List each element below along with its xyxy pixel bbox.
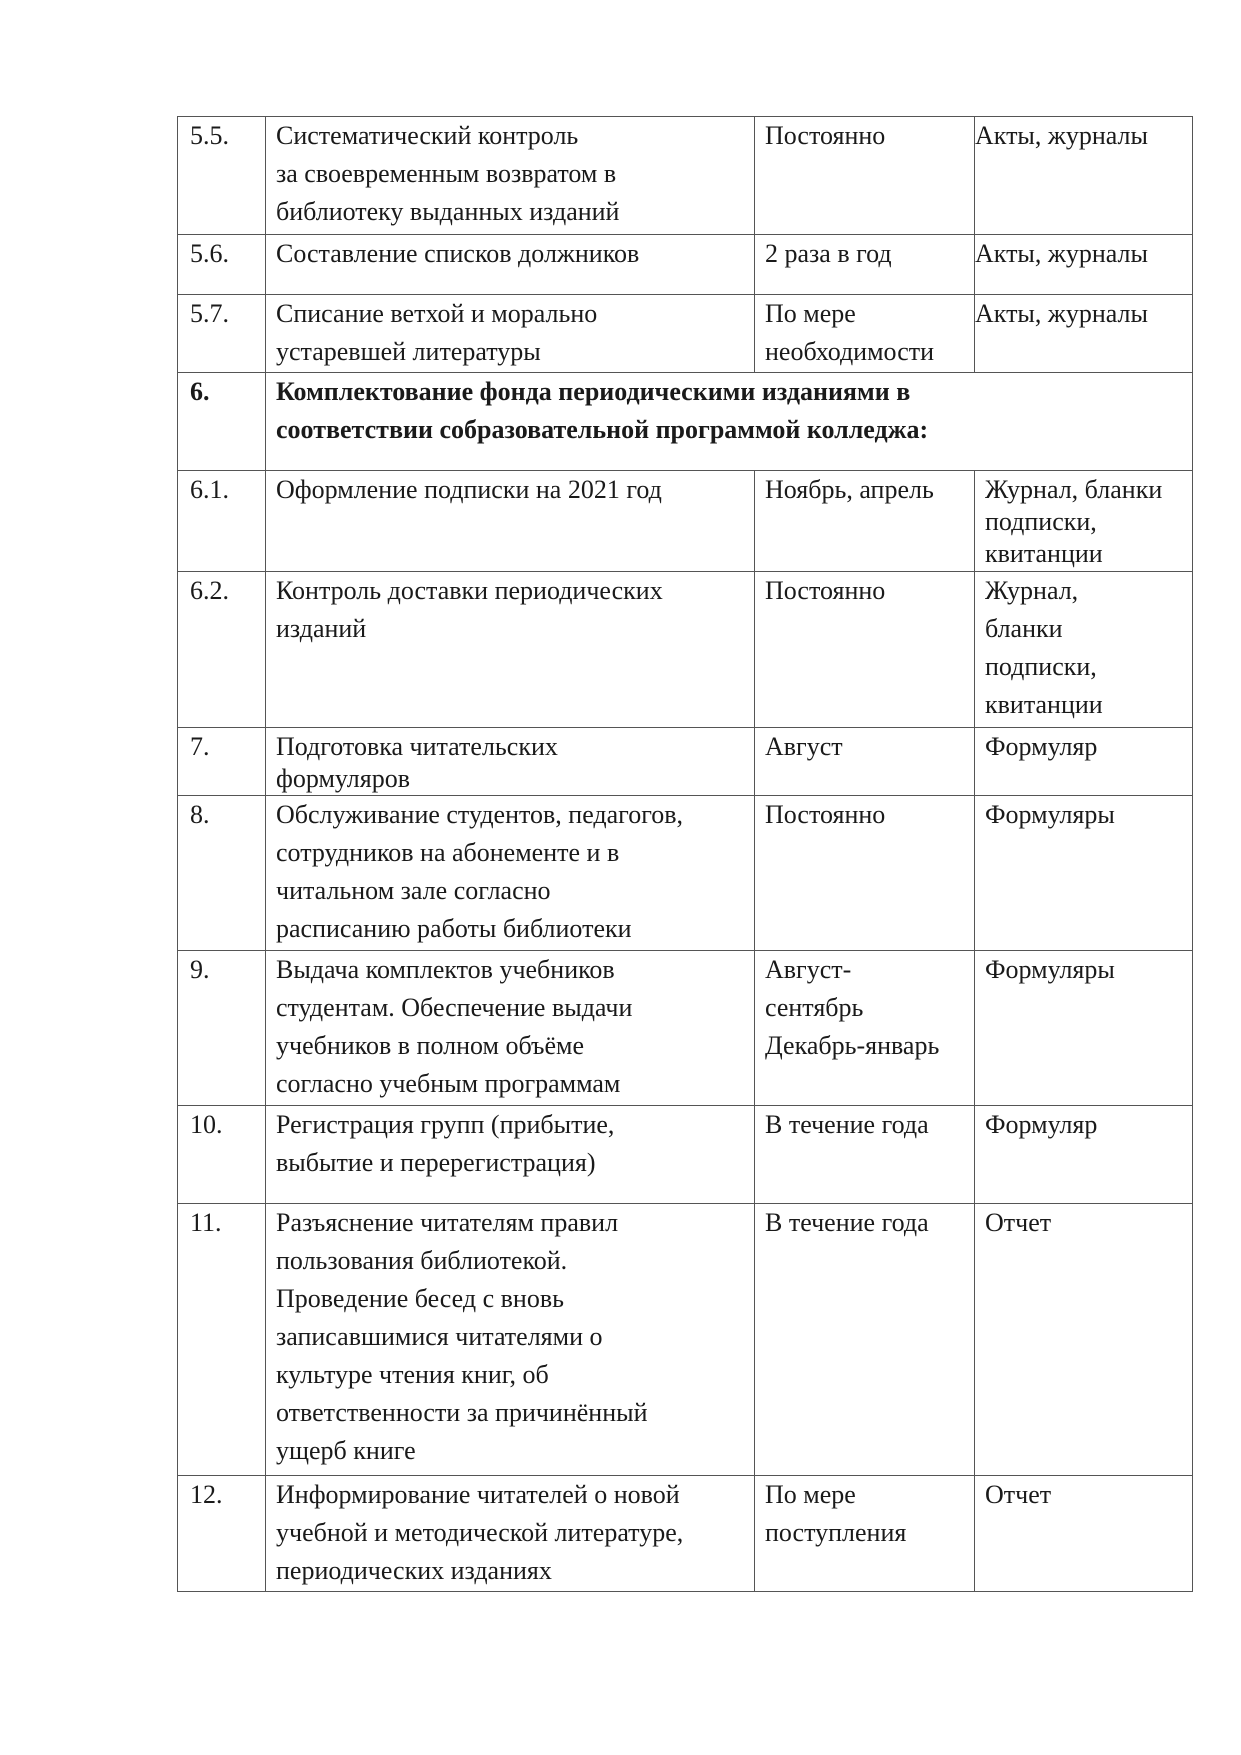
activity-cell xyxy=(266,951,755,1106)
table-row xyxy=(178,295,1193,373)
period-line: сентябрь xyxy=(765,993,864,1022)
activity-line: культуре чтения книг, об xyxy=(276,1360,549,1389)
table-row xyxy=(178,796,1193,951)
period-cell xyxy=(755,1106,975,1204)
result-line: Отчет xyxy=(985,1480,1052,1509)
row-number: 10. xyxy=(178,1106,266,1204)
activity-cell xyxy=(266,796,755,951)
result-cell xyxy=(975,1106,1193,1204)
result-cell xyxy=(975,1204,1193,1476)
period-line: 2 раза в год xyxy=(765,239,892,268)
activity-cell xyxy=(266,1106,755,1204)
period-line: Ноябрь, апрель xyxy=(765,475,934,504)
activity-line: учебной и методической литературе, xyxy=(276,1518,684,1547)
result-cell xyxy=(975,235,1193,295)
section-heading xyxy=(266,373,1193,471)
activity-cell xyxy=(266,728,755,796)
result-cell xyxy=(975,796,1193,951)
table-row xyxy=(178,235,1193,295)
activity-line: устаревшей литературы xyxy=(276,337,541,366)
period-cell xyxy=(755,235,975,295)
activity-cell xyxy=(266,295,755,373)
activity-cell xyxy=(266,572,755,728)
activity-line: Списание ветхой и морально xyxy=(276,299,598,328)
table-row xyxy=(178,117,1193,235)
period-line: поступления xyxy=(765,1518,907,1547)
period-line: Август xyxy=(765,732,843,761)
activity-line: записавшимися читателями о xyxy=(276,1322,603,1351)
activity-line: за своевременным возвратом в xyxy=(276,159,617,188)
period-cell xyxy=(755,572,975,728)
period-line: Постоянно xyxy=(765,800,886,829)
result-line: подписки, xyxy=(985,507,1097,536)
result-cell xyxy=(975,117,1193,235)
period-cell xyxy=(755,951,975,1106)
result-cell xyxy=(975,572,1193,728)
table-row xyxy=(178,572,1193,728)
activity-line: Выдача комплектов учебников xyxy=(276,955,615,984)
row-number: 7. xyxy=(178,728,266,796)
section-row xyxy=(178,373,1193,471)
activity-line: библиотеку выданных изданий xyxy=(276,197,620,226)
result-line: Акты, журналы xyxy=(975,121,1148,150)
activity-line: периодических изданиях xyxy=(276,1556,552,1585)
period-cell xyxy=(755,1476,975,1592)
table-row xyxy=(178,471,1193,572)
activity-line: расписанию работы библиотеки xyxy=(276,914,632,943)
period-line: По мере xyxy=(765,1480,856,1509)
activity-line: согласно учебным программам xyxy=(276,1069,621,1098)
row-number: 6.1. xyxy=(178,471,266,572)
activity-cell xyxy=(266,117,755,235)
activity-line: Разъяснение читателям правил xyxy=(276,1208,619,1237)
result-line: Акты, журналы xyxy=(975,239,1148,268)
activity-line: Регистрация групп (прибытие, xyxy=(276,1110,615,1139)
result-line: Отчет xyxy=(985,1208,1052,1237)
row-number: 5.6. xyxy=(178,235,266,295)
period-line: Постоянно xyxy=(765,576,886,605)
result-line: подписки, xyxy=(985,652,1097,681)
activity-cell xyxy=(266,235,755,295)
period-line: По мере xyxy=(765,299,856,328)
period-line: Август- xyxy=(765,955,852,984)
table-row xyxy=(178,728,1193,796)
activity-line: учебников в полном объёме xyxy=(276,1031,585,1060)
row-number: 11. xyxy=(178,1204,266,1476)
row-number: 5.5. xyxy=(178,117,266,235)
activity-cell xyxy=(266,471,755,572)
period-cell xyxy=(755,1204,975,1476)
section-number: 6. xyxy=(178,373,266,471)
period-cell xyxy=(755,728,975,796)
result-cell xyxy=(975,295,1193,373)
activity-line: Обслуживание студентов, педагогов, xyxy=(276,800,683,829)
table-row xyxy=(178,1106,1193,1204)
period-cell xyxy=(755,295,975,373)
result-cell xyxy=(975,471,1193,572)
activity-line: Подготовка читательских xyxy=(276,732,558,761)
table-row xyxy=(178,1476,1193,1592)
activity-line: Контроль доставки периодических xyxy=(276,576,663,605)
activity-line: сотрудников на абонементе и в xyxy=(276,838,620,867)
table-row xyxy=(178,951,1193,1106)
result-line: Формуляр xyxy=(985,732,1098,761)
period-line: В течение года xyxy=(765,1208,929,1237)
activity-line: ответственности за причинённый xyxy=(276,1398,648,1427)
section-heading-line: Комплектование фонда периодическими изданиями в xyxy=(276,377,911,406)
activity-cell xyxy=(266,1476,755,1592)
result-line: Формуляры xyxy=(985,955,1115,984)
table-row xyxy=(178,1204,1193,1476)
result-cell xyxy=(975,951,1193,1106)
row-number: 9. xyxy=(178,951,266,1106)
period-line: В течение года xyxy=(765,1110,929,1139)
activity-line: Систематический контроль xyxy=(276,121,579,150)
activity-line: Составление списков должников xyxy=(276,239,640,268)
work-plan-table xyxy=(177,116,1193,1592)
result-cell xyxy=(975,728,1193,796)
period-cell xyxy=(755,796,975,951)
result-cell xyxy=(975,1476,1193,1592)
period-line: необходимости xyxy=(765,337,935,366)
activity-line: пользования библиотекой. xyxy=(276,1246,568,1275)
activity-line: формуляров xyxy=(276,764,410,793)
activity-line: Проведение бесед с вновь xyxy=(276,1284,564,1313)
period-line: Постоянно xyxy=(765,121,886,150)
row-number: 8. xyxy=(178,796,266,951)
period-cell xyxy=(755,471,975,572)
activity-line: студентам. Обеспечение выдачи xyxy=(276,993,633,1022)
period-cell xyxy=(755,117,975,235)
period-line: Декабрь-январь xyxy=(765,1031,940,1060)
result-line: Журнал, бланки xyxy=(985,475,1163,504)
activity-line: ущерб книге xyxy=(276,1436,416,1465)
result-line: бланки xyxy=(985,614,1063,643)
activity-line: изданий xyxy=(276,614,367,643)
result-line: Формуляр xyxy=(985,1110,1098,1139)
result-line: квитанции xyxy=(985,690,1103,719)
result-line: Акты, журналы xyxy=(975,299,1148,328)
result-line: Журнал, xyxy=(985,576,1079,605)
row-number: 5.7. xyxy=(178,295,266,373)
section-heading-line: соответствии собразовательной программой колледжа: xyxy=(276,415,929,444)
result-line: квитанции xyxy=(985,539,1103,568)
activity-line: выбытие и перерегистрация) xyxy=(276,1148,596,1177)
activity-line: Информирование читателей о новой xyxy=(276,1480,680,1509)
row-number: 6.2. xyxy=(178,572,266,728)
activity-line: Оформление подписки на 2021 год xyxy=(276,475,662,504)
result-line: Формуляры xyxy=(985,800,1115,829)
activity-line: читальном зале согласно xyxy=(276,876,551,905)
row-number: 12. xyxy=(178,1476,266,1592)
activity-cell xyxy=(266,1204,755,1476)
